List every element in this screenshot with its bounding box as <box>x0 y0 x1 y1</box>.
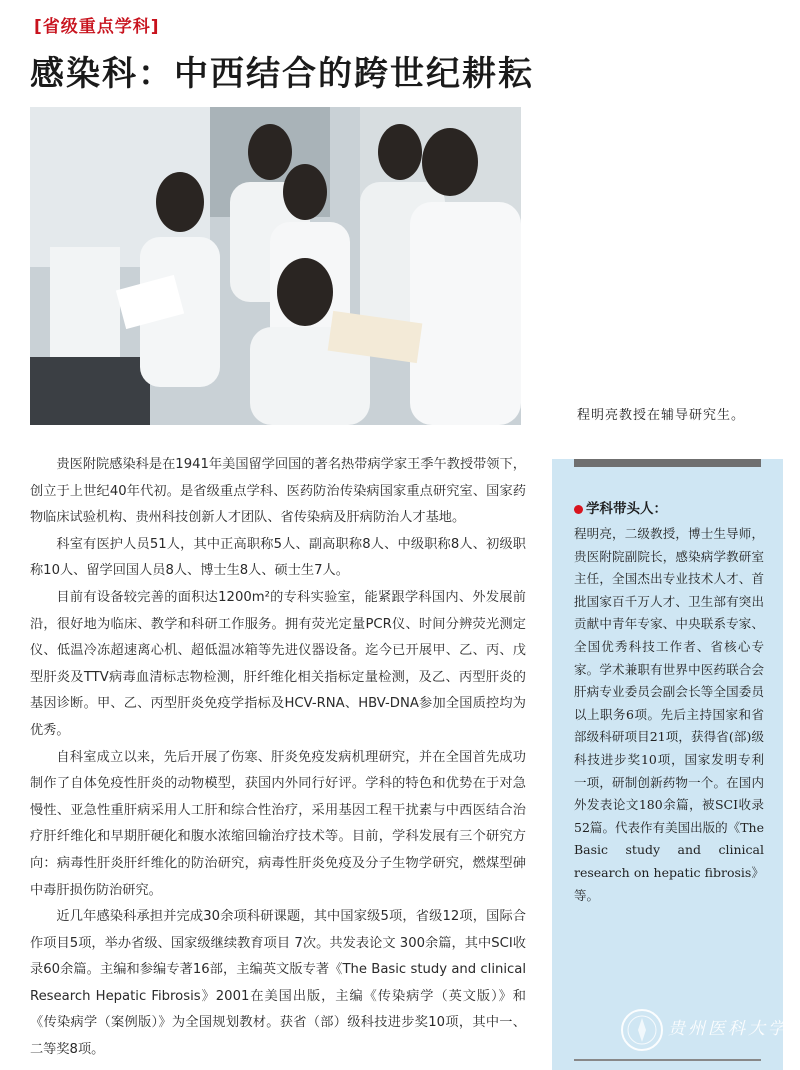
section-tag: [省级重点学科] <box>34 17 160 37</box>
paragraph: 科室有医护人员51人，其中正高职称5人、副高职称8人、中级职称8人、初级职称10人、留学回国人员8人、博士生8人、硕士生7人。 <box>30 536 526 579</box>
photo-caption: 程明亮教授在辅导研究生。 <box>577 408 746 423</box>
red-dot-icon <box>574 505 583 514</box>
sidebar-heading <box>574 497 667 517</box>
leader-sidebar <box>552 459 783 1070</box>
lab-photo <box>30 107 521 425</box>
article-body <box>30 452 526 1064</box>
paragraph: 自科室成立以来，先后开展了伤寒、肝炎免疫发病机理研究，并在全国首先成功制作了自体免疫性肝炎的动物模型，获国内外同行好评。学科的特色和优势在于对急慢性、亚急性重肝病采用人工肝和综合性治疗，采用基因工程干扰素与中西医结合治疗肝纤维化和早期肝硬化和腹水浓缩回输治疗技术等。目前，学科发展有三个研究方向：病毒性肝炎肝纤维化的防治研究，病毒性肝炎免疫及分子生物学研究，燃煤型砷中毒肝损伤防治研究。 <box>30 749 526 898</box>
logo-text: 贵州医科大学 <box>668 1019 788 1039</box>
paragraph: 近几年感染科承担并完成30余项科研课题，其中国家级5项，省级12项，国际合作项目5项，举办省级、国家级继续教育项目 7次。共发表论文 300余篇，其中SCI收录60余篇。主编和参编专著16部，主编英文版专著《The Basic study and clinical Research Hepatic Fibrosis》2001在美国出版，主编《传染病学（英文版）》和《传染病学（案例版）》为全国规划教材。获省（部）级科技进步奖10项，其中一、二等奖8项。 <box>30 909 526 1058</box>
paragraph: 目前有设备较完善的面积达1200m²的专科实验室，能紧跟学科国内、外发展前沿，很好地为临床、教学和科研工作服务。拥有荧光定量PCR仪、时间分辨荧光测定仪、低温冷冻超速离心机、超低温冰箱等先进仪器设备。迄今已开展甲、乙、丙、戊型肝炎及TTV病毒血清标志物检测，肝纤维化相关指标定量检测，及乙、丙型肝炎的基因诊断。甲、乙、丙型肝炎免疫学指标及HCV-RNA、HBV-DNA参加全国质控均为优秀。 <box>30 589 526 738</box>
sidebar-top-bar <box>574 459 761 467</box>
university-logo <box>620 1008 790 1054</box>
paragraph: 贵医附院感染科是在1941年美国留学回国的著名热带病学家王季午教授带领下，创立于上世纪40年代初。是省级重点学科、医药防治传染病国家重点研究室、国家药物临床试验机构、贵州科技创新人才团队、省传染病及肝病防治人才基地。 <box>30 457 526 526</box>
sidebar-bottom-bar <box>574 1059 761 1061</box>
university-seal-icon <box>620 1008 664 1052</box>
page-title: 感染科：中西结合的跨世纪耕耘 <box>30 54 534 94</box>
lab-photo-illustration <box>30 107 521 425</box>
sidebar-heading-label: 学科带头人： <box>586 501 667 517</box>
sidebar-text: 程明亮，二级教授，博士生导师，贵医附院副院长，感染病学教研室主任，全国杰出专业技术人才、首批国家百千万人才、卫生部有突出贡献中青年专家、中央联系专家、全国优秀科技工作者、省核心专家。学术兼职有世界中医药联合会肝病专业委员会副会长等全国委员以上职务6项。先后主持国家和省部级科研项目21项，获得省(部)级科技进步奖10项，国家发明专利一项，研制创新药物一个。在国内外发表论文180余篇，被SCI收录52篇。代表作有美国出版的《The Basic study and clinical research on hepatic fibrosis》等。 <box>574 526 764 903</box>
